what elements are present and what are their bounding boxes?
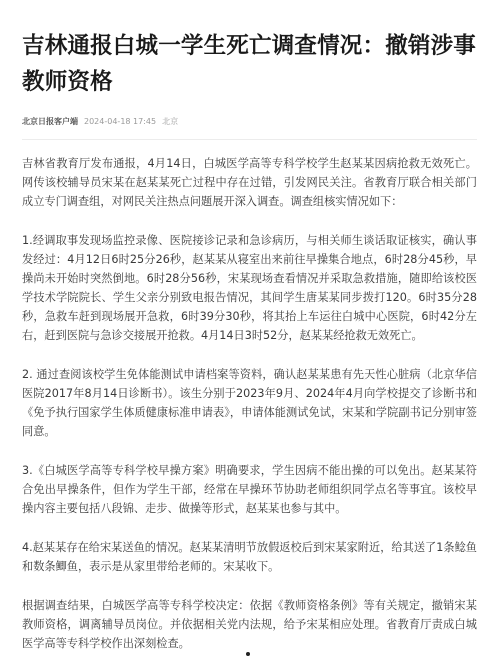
paragraph-intro: 吉林省教育厅发布通报，4月14日，白城医学高等专科学校学生赵某某因病抢救无效死亡。网传该校辅导员宋某在赵某某死亡过程中存在过错，引发网民关注。省教育厅联合相关部门成立专门调查组，对网民关注热点问题展开深入调查。调查组核实情况如下： [22,157,477,208]
article-date: 2024-04-18 17:45 [84,117,157,126]
article-body [22,154,477,653]
article-meta [22,116,477,127]
divider [22,139,477,140]
paragraph-finding-3: 3.《白城医学高等专科学校早操方案》明确要求，学生因病不能出操的可以免出。赵某某符合免出早操条件，但作为学生干部，经常在早操环节协助老师组织同学点名等事宜。该校早操内容主要包括八段锦、走步、做操等形式，赵某某也参与其中。 [22,464,477,515]
article-source[interactable]: 北京日报客户端 [22,117,78,126]
article-location: 北京 [162,117,179,126]
scroll-indicator-dot [246,652,250,656]
paragraph-finding-4: 4.赵某某存在给宋某送鱼的情况。赵某某清明节放假返校后到宋某家附近，给其送了1条鲶鱼和数条鲫鱼，表示是从家里带给老师的。宋某收下。 [22,541,477,573]
article-title: 吉林通报白城一学生死亡调查情况：撤销涉事教师资格 [22,33,477,95]
paragraph-conclusion: 根据调查结果，白城医学高等专科学校决定：依据《教师资格条例》等有关规定，撤销宋某教师资格，调离辅导员岗位。并依据相关党内法规，给予宋某相应处理。省教育厅责成白城医学高等专科学校作出深刻检查。 [22,599,477,650]
paragraph-finding-2: 2. 通过查阅该校学生免体能测试申请档案等资料，确认赵某某患有先天性心脏病（北京华信医院2017年8月14日诊断书）。该生分别于2023年9月、2024年4月向学校提交了诊断书和《免予执行国家学生体质健康标准申请表》，申请体能测试免试，宋某和学院副书记分别审签同意。 [22,368,477,438]
paragraph-finding-1: 1.经调取事发现场监控录像、医院接诊记录和急诊病历，与相关师生谈话取证核实，确认事发经过：4月12日6时25分26秒，赵某某从寝室出来前往早操集合地点，6时28分45秒，早操尚未开始时突然倒地。6时28分56秒，宋某现场查看情况并采取急救措施，随即给该校医学技术学院院长、学生父亲分别致电报告情况，其间学生唐某某同步拨打120。6时35分28秒，急救车赶到现场展开急救，6时39分30秒，将其抬上车运往白城中心医院，6时42分左右，赶到医院与急诊交接展开抢救。4月14日3时52分，赵某某经抢救无效死亡。 [22,234,477,342]
